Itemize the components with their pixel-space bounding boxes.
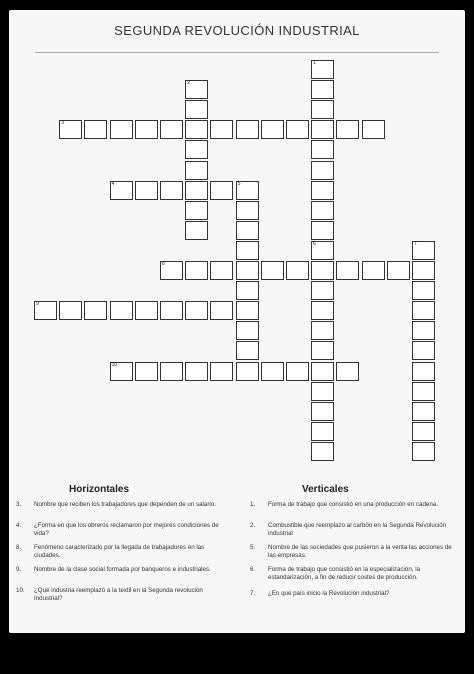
crossword-cell[interactable] xyxy=(286,362,309,381)
crossword-cell[interactable] xyxy=(236,241,259,260)
clue-text: Forma de trabajo que consistió en una producción en cadena. xyxy=(268,501,438,508)
clue-text: Fenómeno caracterizado por la llegada de trabajadores en las ciudades. xyxy=(34,544,205,559)
crossword-cell[interactable] xyxy=(311,341,334,360)
crossword-cell[interactable] xyxy=(311,201,334,220)
clue-number: 4. xyxy=(16,522,22,529)
crossword-cell[interactable] xyxy=(135,301,158,320)
clue-text: Nombre que reciben los trabajadores que dependen de un salario. xyxy=(34,501,216,508)
clue-number: 3. xyxy=(16,501,22,508)
crossword-cell[interactable] xyxy=(236,301,259,320)
crossword-cell[interactable] xyxy=(412,362,435,381)
crossword-cell[interactable] xyxy=(412,422,435,441)
clue-text: Nombre de las sociedades que pusieron a la venta las acciones de las empresas. xyxy=(268,544,452,559)
crossword-cell[interactable] xyxy=(236,341,259,360)
crossword-cell[interactable] xyxy=(412,321,435,340)
crossword-cell[interactable] xyxy=(110,362,133,381)
crossword-cell[interactable] xyxy=(261,362,284,381)
crossword-cell[interactable] xyxy=(84,120,107,139)
crossword-cell[interactable] xyxy=(160,120,183,139)
crossword-cell[interactable] xyxy=(236,281,259,300)
crossword-cell[interactable] xyxy=(135,362,158,381)
crossword-cell[interactable] xyxy=(210,120,233,139)
crossword-cell[interactable] xyxy=(160,181,183,200)
clue-text: ¿En qué país inicio la Revolución industrial? xyxy=(268,590,390,597)
crossword-cell[interactable] xyxy=(185,201,208,220)
crossword-cell[interactable] xyxy=(311,402,334,421)
crossword-cell[interactable] xyxy=(311,422,334,441)
crossword-cell[interactable] xyxy=(311,60,334,79)
clue-number-label: 5 xyxy=(237,180,241,187)
crossword-cell[interactable] xyxy=(412,341,435,360)
crossword-cell[interactable] xyxy=(311,281,334,300)
crossword-cell[interactable] xyxy=(185,301,208,320)
clue-number: 10. xyxy=(16,587,25,594)
crossword-cell[interactable] xyxy=(362,261,385,280)
crossword-cell[interactable] xyxy=(336,261,359,280)
crossword-cell[interactable] xyxy=(236,261,259,280)
crossword-cell[interactable] xyxy=(412,442,435,461)
crossword-cell[interactable] xyxy=(412,382,435,401)
crossword-cell[interactable] xyxy=(185,261,208,280)
clue-number-label: 6 xyxy=(313,240,316,247)
clue-number-label: 7 xyxy=(414,240,417,247)
crossword-cell[interactable] xyxy=(412,261,435,280)
clue-number-label: 1 xyxy=(313,60,316,66)
crossword-cell[interactable] xyxy=(110,181,133,200)
crossword-cell[interactable] xyxy=(311,382,334,401)
clue-number-label: 4 xyxy=(111,180,115,187)
crossword-cell[interactable] xyxy=(336,362,359,381)
crossword-cell[interactable] xyxy=(135,181,158,200)
crossword-cell[interactable] xyxy=(84,301,107,320)
clue-text: ¿Forma en que los obreros reclamaron por mejores condiciones de vida? xyxy=(34,522,219,537)
crossword-cell[interactable] xyxy=(210,261,233,280)
crossword-cell[interactable] xyxy=(311,140,334,159)
crossword-cell[interactable] xyxy=(412,281,435,300)
crossword-cell[interactable] xyxy=(261,120,284,139)
title-divider xyxy=(35,52,439,53)
crossword-cell[interactable] xyxy=(412,241,435,260)
clue-number-label: 10 xyxy=(111,361,118,368)
crossword-cell[interactable] xyxy=(110,120,133,139)
horizontal-heading: Horizontales xyxy=(69,484,130,495)
crossword-cell[interactable] xyxy=(412,402,435,421)
crossword-cell[interactable] xyxy=(311,100,334,119)
crossword-cell[interactable] xyxy=(311,321,334,340)
crossword-cell[interactable] xyxy=(185,140,208,159)
clue-text: Forma de trabajo que consistió en la especialización, la estandarización, a fin de reducir costes de producción. xyxy=(268,566,421,581)
clue-number: 9. xyxy=(16,566,22,573)
clue-number-label: 9 xyxy=(36,301,39,308)
crossword-cell[interactable] xyxy=(311,442,334,461)
crossword-cell[interactable] xyxy=(110,301,133,320)
clue-text: Nombre de la clase social formada por banqueros e industriales. xyxy=(34,566,211,573)
clue-number: 1. xyxy=(250,501,256,508)
crossword-cell[interactable] xyxy=(236,181,259,200)
crossword-cell[interactable] xyxy=(311,301,334,320)
crossword-cell[interactable] xyxy=(160,362,183,381)
crossword-cell[interactable] xyxy=(286,261,309,280)
crossword-cell[interactable] xyxy=(185,161,208,180)
crossword-cell[interactable] xyxy=(311,80,334,99)
clue-number: 6. xyxy=(250,566,256,573)
crossword-cell[interactable] xyxy=(236,120,259,139)
crossword-cell[interactable] xyxy=(236,201,259,220)
crossword-cell[interactable] xyxy=(261,261,284,280)
crossword-cell[interactable] xyxy=(286,120,309,139)
crossword-cell[interactable] xyxy=(210,181,233,200)
crossword-cell[interactable] xyxy=(185,181,208,200)
page-title: SEGUNDA REVOLUCIÓN INDUSTRIAL xyxy=(114,23,360,38)
clue-number: 8. xyxy=(16,544,22,551)
crossword-cell[interactable] xyxy=(135,120,158,139)
crossword-cell[interactable] xyxy=(311,161,334,180)
crossword-cell[interactable] xyxy=(236,362,259,381)
crossword-cell[interactable] xyxy=(311,221,334,240)
crossword-cell[interactable] xyxy=(185,100,208,119)
crossword-cell[interactable] xyxy=(185,221,208,240)
clue-text: ¿Qué industria reemplazó a la textil en la Segunda revolución Industrial? xyxy=(34,587,203,602)
crossword-cell[interactable] xyxy=(362,120,385,139)
crossword-sheet xyxy=(9,10,465,633)
crossword-cell[interactable] xyxy=(210,362,233,381)
clue-number-label: 3 xyxy=(61,120,64,127)
clue-number: 7. xyxy=(250,590,256,597)
crossword-cell[interactable] xyxy=(160,301,183,320)
crossword-cell[interactable] xyxy=(236,221,259,240)
crossword-cell[interactable] xyxy=(185,80,208,99)
crossword-cell[interactable] xyxy=(311,261,334,280)
crossword-cell[interactable] xyxy=(160,261,183,280)
crossword-cell[interactable] xyxy=(311,120,334,139)
crossword-cell[interactable] xyxy=(311,181,334,200)
crossword-cell[interactable] xyxy=(210,301,233,320)
crossword-cell[interactable] xyxy=(236,321,259,340)
crossword-cell[interactable] xyxy=(336,120,359,139)
clue-number-label: 2 xyxy=(187,80,190,87)
clue-number-label: 8 xyxy=(162,261,165,267)
crossword-cell[interactable] xyxy=(387,261,410,280)
crossword-cell[interactable] xyxy=(185,120,208,139)
clue-number: 2. xyxy=(250,522,256,529)
crossword-cell[interactable] xyxy=(59,301,82,320)
crossword-cell[interactable] xyxy=(185,362,208,381)
crossword-cell[interactable] xyxy=(412,301,435,320)
crossword-cell[interactable] xyxy=(311,241,334,260)
crossword-cell[interactable] xyxy=(34,301,57,320)
clue-text: Combustible que reemplazo al carbón en la Segunda Revolución industrial xyxy=(268,522,447,537)
vertical-heading: Verticales xyxy=(302,484,349,495)
crossword-cell[interactable] xyxy=(59,120,82,139)
crossword-cell[interactable] xyxy=(311,362,334,381)
clue-number: 5. xyxy=(250,544,256,551)
